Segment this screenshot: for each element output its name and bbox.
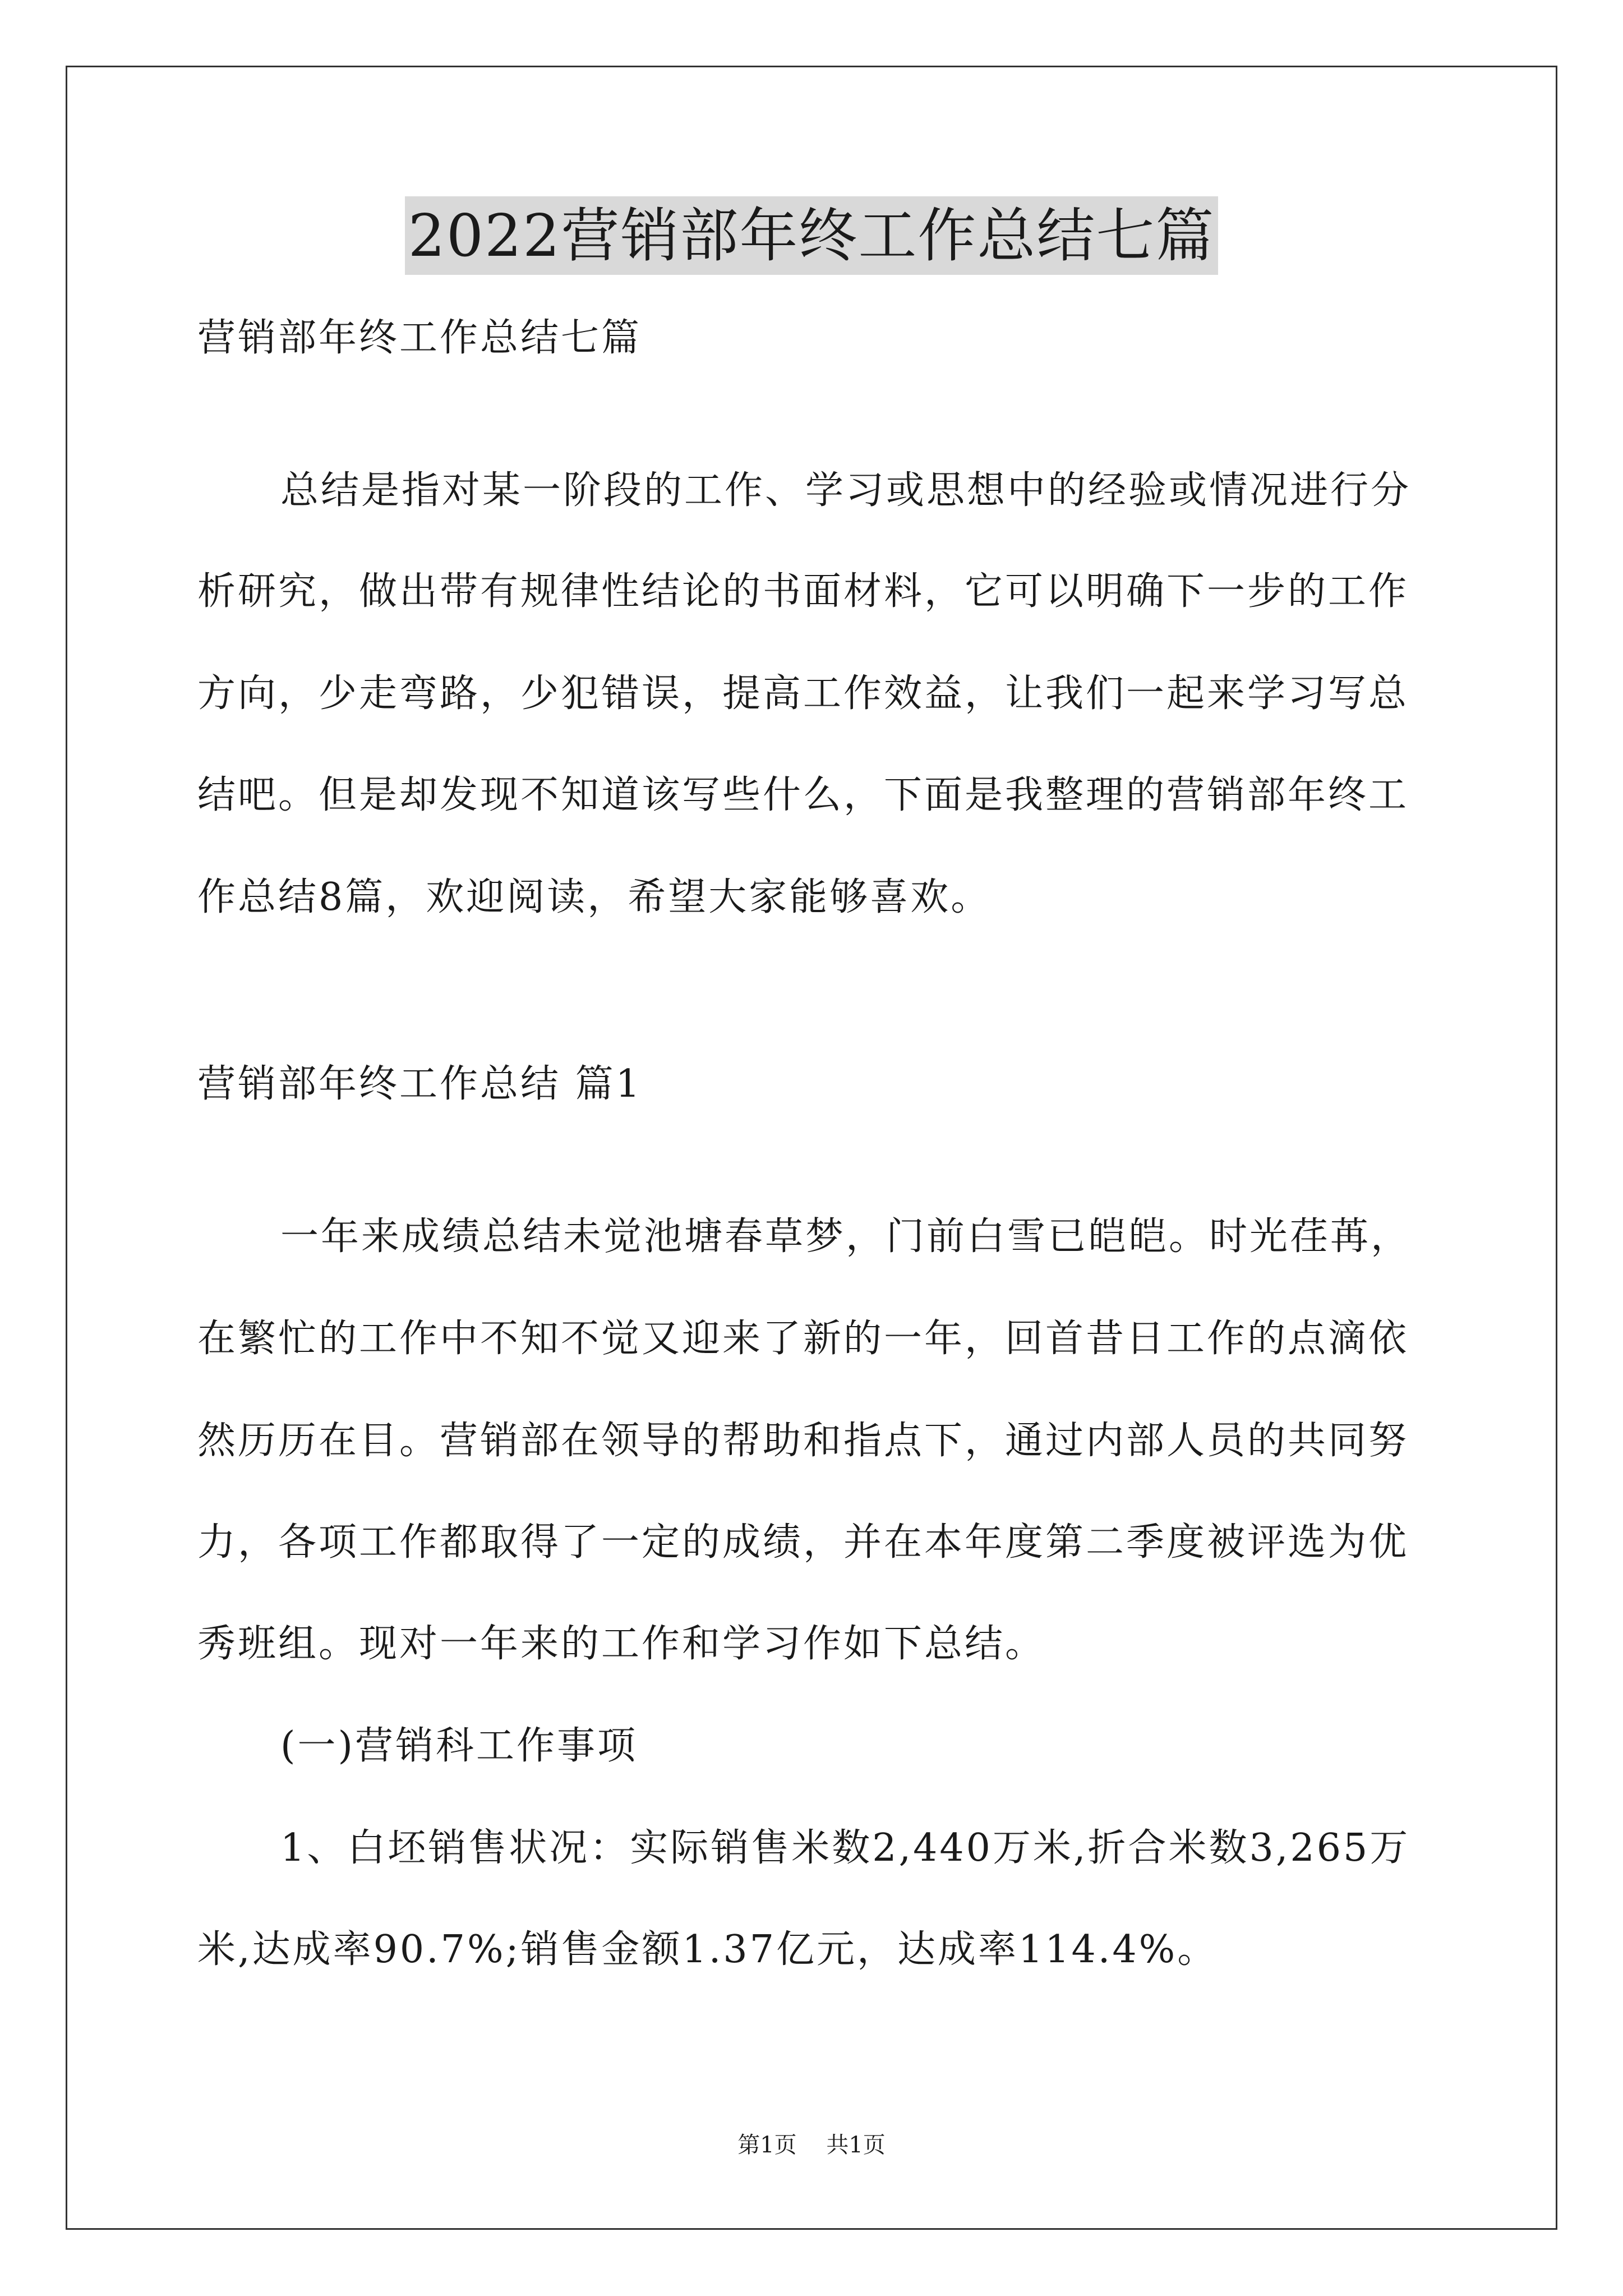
document-subtitle: 营销部年终工作总结七篇 [197,316,642,360]
item1-line: 1、白坯销售状况：实际销售米数2,440万米,折合米数3,265万 [280,1826,1410,1870]
page-total: 共1页 [826,2132,886,2158]
section1-line: 一年来成绩总结未觉池塘春草梦，门前白雪已皑皑。时光荏苒， [280,1214,1412,1259]
page-footer [0,2129,1623,2161]
section-heading: 营销部年终工作总结 篇1 [197,1062,642,1106]
intro-line: 析研究，做出带有规律性结论的书面材料，它可以明确下一步的工作 [197,569,1409,614]
section1-line: 在繁忙的工作中不知不觉又迎来了新的一年，回首昔日工作的点滴依 [197,1317,1409,1361]
section1-line: 力，各项工作都取得了一定的成绩，并在本年度第二季度被评选为优 [197,1520,1409,1565]
intro-line: 方向，少走弯路，少犯错误，提高工作效益，让我们一起来学习写总 [197,671,1409,716]
intro-line: 作总结8篇，欢迎阅读，希望大家能够喜欢。 [197,875,992,919]
page-number: 第1页 [737,2132,797,2158]
intro-line: 结吧。但是却发现不知道该写些什么，下面是我整理的营销部年终工 [197,773,1409,817]
page-border [66,66,1557,2230]
subheading: (一)营销科工作事项 [280,1724,638,1768]
intro-line: 总结是指对某一阶段的工作、学习或思想中的经验或情况进行分 [280,468,1412,513]
title-container [0,196,1623,275]
section1-line: 然历历在目。营销部在领导的帮助和指点下，通过内部人员的共同努 [197,1419,1409,1463]
section1-line: 秀班组。现对一年来的工作和学习作如下总结。 [197,1622,1046,1666]
document-title: 2022营销部年终工作总结七篇 [405,196,1219,275]
item1-line: 米,达成率90.7%;销售金额1.37亿元，达成率114.4%。 [197,1927,1218,1972]
